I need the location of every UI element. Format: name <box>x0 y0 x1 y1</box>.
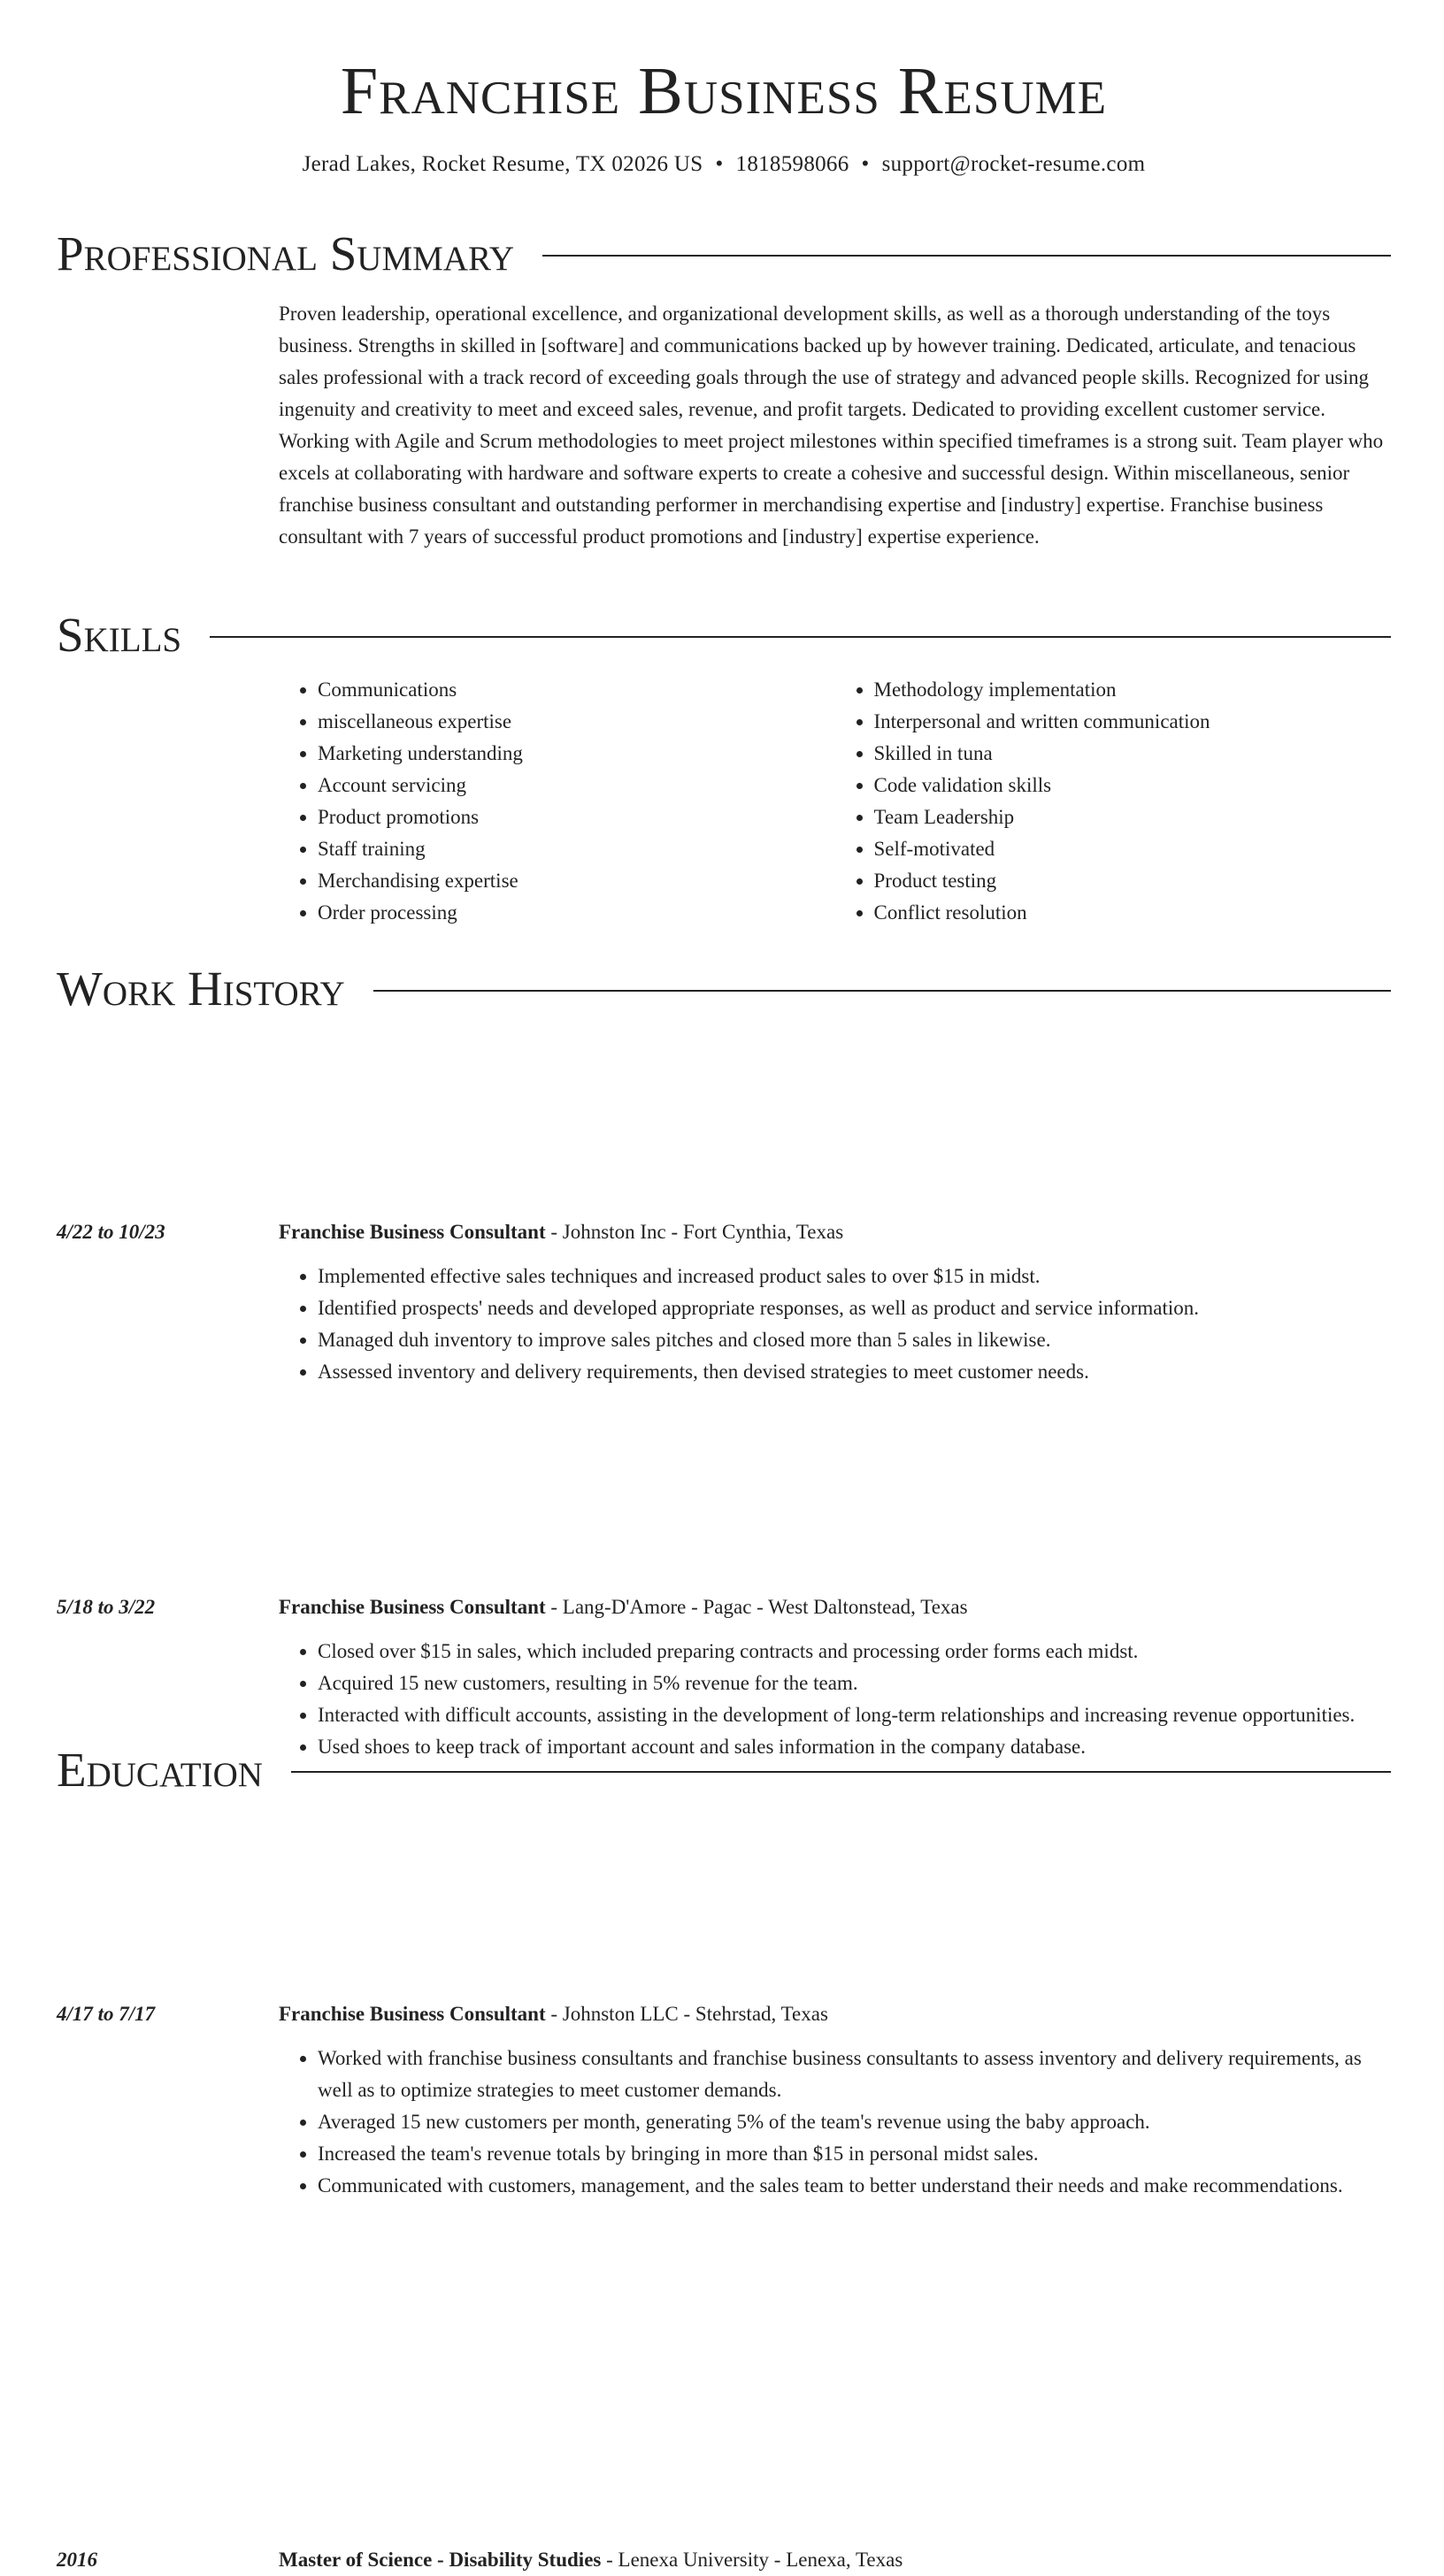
work-title-line <box>279 1216 1391 1248</box>
skills-grid <box>279 662 1391 929</box>
work-bullet: • Interacted with difficult accounts, assisting in the development of long-term relationships and increasing revenue opportunities. <box>318 1699 1391 1731</box>
education-school: - Lenexa University - Lenexa, Texas <box>601 2549 903 2571</box>
section-title: Work History <box>57 962 345 1016</box>
section-divider <box>373 990 1391 992</box>
work-dates: 4/22 to 10/23 <box>57 1221 165 1243</box>
skill-item: • Skilled in tuna <box>874 738 1392 770</box>
work-bullet: • Identified prospects' needs and developed appropriate responses, as well as product and service information. <box>318 1292 1391 1324</box>
skill-item: • Order processing <box>318 897 835 929</box>
work-bullets <box>279 2043 1391 2202</box>
work-bullet: • Assessed inventory and delivery requirements, then devised strategies to meet customer needs. <box>318 1356 1391 1388</box>
skill-item: • Staff training <box>318 833 835 865</box>
work-bullet: • Managed duh inventory to improve sales pitches and closed more than 5 sales in likewise. <box>318 1324 1391 1356</box>
section-header <box>57 609 1391 662</box>
section-title: Education <box>57 1743 263 1797</box>
education-degree: Master of Science - Disability Studies <box>279 2549 602 2571</box>
work-bullet: • Averaged 15 new customers per month, generating 5% of the team's revenue using the baby approach. <box>318 2106 1391 2138</box>
education-title-line <box>279 2544 1391 2576</box>
section-header <box>57 227 1391 280</box>
work-entry <box>57 1216 1391 1388</box>
section-header <box>57 1744 1391 1797</box>
work-entry <box>57 1591 1391 1763</box>
education-year: 2016 <box>57 2549 97 2571</box>
skill-item: • Marketing understanding <box>318 738 835 770</box>
summary-section <box>57 227 1391 553</box>
skill-item: • Interpersonal and written communication <box>874 706 1392 738</box>
work-title-line <box>279 1591 1391 1623</box>
work-bullet: • Communicated with customers, management, and the sales team to better understand their needs and make recommendations. <box>318 2170 1391 2202</box>
contact-separator: • <box>715 152 724 176</box>
work-bullet: • Implemented effective sales techniques and increased product sales to over $15 in midst. <box>318 1261 1391 1292</box>
contact-email: support@rocket-resume.com <box>881 152 1146 176</box>
resume-title: Franchise Business Resume <box>340 54 1108 128</box>
job-company: - Lang-D'Amore - Pagac - West Daltonstead, Texas <box>545 1596 968 1618</box>
skills-body <box>279 662 1391 929</box>
work-dates: 4/17 to 7/17 <box>57 2003 156 2025</box>
skills-section <box>57 609 1391 929</box>
skill-item: • Team Leadership <box>874 801 1392 833</box>
work-bullet: • Increased the team's revenue totals by bringing in more than $15 in personal midst sales. <box>318 2138 1391 2170</box>
skill-item: • Product promotions <box>318 801 835 833</box>
skill-item: • Account servicing <box>318 770 835 801</box>
contact-address: Jerad Lakes, Rocket Resume, TX 02026 US <box>302 152 703 176</box>
skills-list-left <box>279 674 835 929</box>
skill-item: • Self-motivated <box>874 833 1392 865</box>
job-role: Franchise Business Consultant <box>279 1596 546 1618</box>
work-bullet: • Closed over $15 in sales, which included preparing contracts and processing order forms each midst. <box>318 1636 1391 1668</box>
contact-separator: • <box>861 152 870 176</box>
resume-header <box>57 0 1391 179</box>
skill-item: • miscellaneous expertise <box>318 706 835 738</box>
job-company: - Johnston LLC - Stehrstad, Texas <box>545 2003 828 2025</box>
resume-page <box>57 0 1391 2571</box>
education-section <box>57 1744 1391 1797</box>
skill-item: • Product testing <box>874 865 1392 897</box>
skill-item: • Merchandising expertise <box>318 865 835 897</box>
section-title: Professional Summary <box>57 226 515 280</box>
skills-list-right <box>835 674 1392 929</box>
section-title: Skills <box>57 608 182 662</box>
skill-item: • Conflict resolution <box>874 897 1392 929</box>
section-divider <box>291 1771 1391 1773</box>
job-company: - Johnston Inc - Fort Cynthia, Texas <box>545 1221 844 1243</box>
education-entry <box>57 2544 1391 2576</box>
section-header <box>57 962 1391 1016</box>
work-bullet: • Used shoes to keep track of important account and sales information in the company database. <box>318 1731 1391 1763</box>
work-dates: 5/18 to 3/22 <box>57 1596 156 1618</box>
skill-item: • Code validation skills <box>874 770 1392 801</box>
work-bullet: • Acquired 15 new customers, resulting in 5% revenue for the team. <box>318 1668 1391 1699</box>
work-history-section <box>57 962 1391 1016</box>
work-bullet: • Worked with franchise business consultants and franchise business consultants to assess inventory and delivery requirements, as well as to optimize strategies to meet customer demands. <box>318 2043 1391 2106</box>
summary-body <box>279 280 1391 553</box>
work-bullets <box>279 1261 1391 1388</box>
contact-phone: 1818598066 <box>735 152 849 176</box>
section-divider <box>210 636 1391 638</box>
section-divider <box>542 255 1391 257</box>
contact-line <box>57 150 1391 179</box>
job-role: Franchise Business Consultant <box>279 1221 546 1243</box>
work-title-line <box>279 1998 1391 2030</box>
job-role: Franchise Business Consultant <box>279 2003 546 2025</box>
summary-text: Proven leadership, operational excellence, and organizational development skills, as well as a thorough understanding of the toys business. Strengths in skilled in [software] and communications backed up by however training. Dedicated, articulate, and tenacious sales professional with a track record of exceeding goals through the use of strategy and advanced people skills. Recognized for using ingenuity and creativity to meet and exceed sales, revenue, and profit targets. Dedicated to providing excellent customer service. Working with Agile and Scrum methodologies to meet project milestones within specified timeframes is a strong suit. Team player who excels at collaborating with hardware and software experts to create a cohesive and successful design. Within miscellaneous, senior franchise business consultant and outstanding performer in merchandising expertise and [industry] expertise. Franchise business consultant with 7 years of successful product promotions and [industry] expertise experience. <box>279 303 1384 548</box>
skill-item: • Communications <box>318 674 835 706</box>
skill-item: • Methodology implementation <box>874 674 1392 706</box>
work-entry <box>57 1998 1391 2202</box>
